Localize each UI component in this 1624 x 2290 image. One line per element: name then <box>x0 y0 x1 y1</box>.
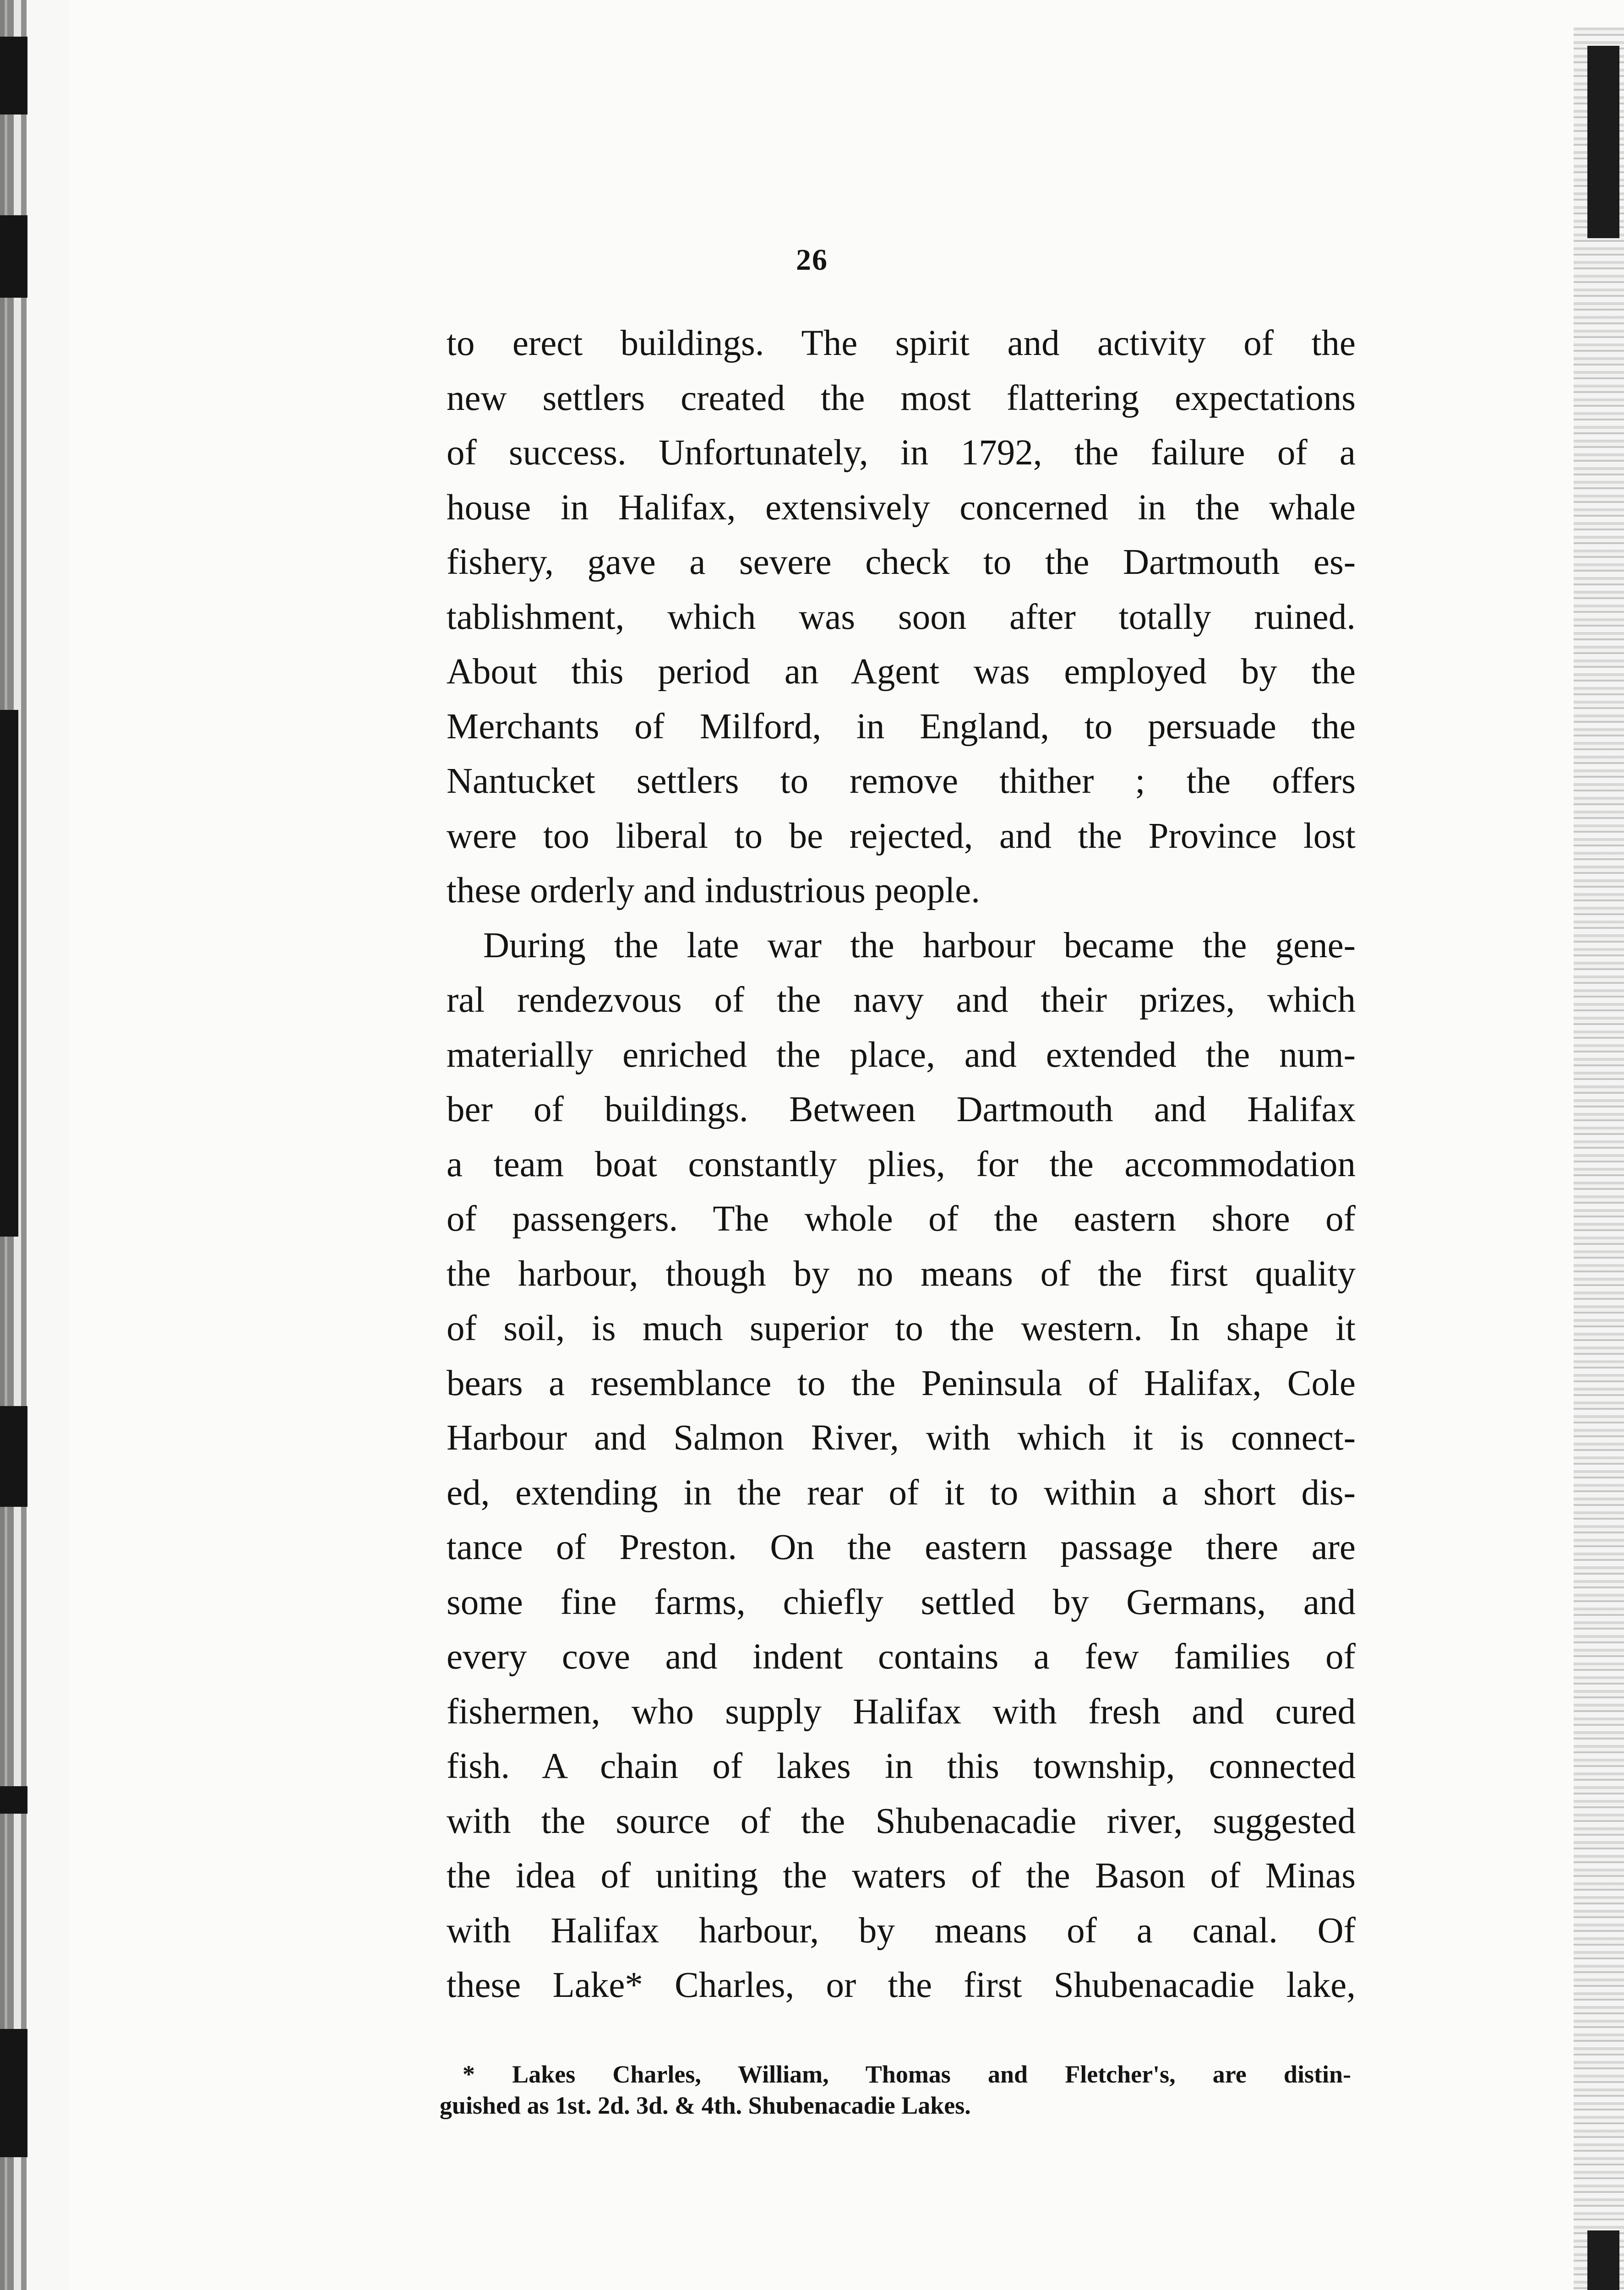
text-line: the harbour, though by no means of the first quality <box>447 1254 1356 1294</box>
text-line: About this period an Agent was employed by the <box>447 652 1356 692</box>
footnote <box>440 2059 1351 2121</box>
text-line: with Halifax harbour, by means of a canal. Of <box>447 1910 1356 1951</box>
left-edge-mark <box>0 710 18 1237</box>
text-line: these orderly and industrious people. <box>447 871 980 911</box>
text-line: these Lake* Charles, or the first Shubenacadie lake, <box>447 1965 1356 2005</box>
page-number: 26 <box>796 243 828 277</box>
text-line: some fine farms, chiefly settled by Germans, and <box>447 1582 1356 1622</box>
left-edge-mark <box>0 1406 27 1507</box>
text-line: ber of buildings. Between Dartmouth and Halifax <box>447 1090 1356 1129</box>
text-line: During the late war the harbour became the gene- <box>483 925 1356 965</box>
text-line: materially enriched the place, and extended the num- <box>447 1035 1356 1075</box>
text-line: every cove and indent contains a few families of <box>447 1637 1356 1677</box>
left-edge-mark <box>0 37 27 114</box>
body-text <box>447 316 1356 2013</box>
footnote-line: * Lakes Charles, William, Thomas and Fletcher's, are distin- <box>463 2061 1351 2088</box>
text-line: new settlers created the most flattering expectations <box>447 378 1356 418</box>
right-edge-mark <box>1587 46 1619 238</box>
text-line: house in Halifax, extensively concerned in the whale <box>447 487 1356 528</box>
text-line: with the source of the Shubenacadie river, suggested <box>447 1801 1356 1841</box>
text-line: of success. Unfortunately, in 1792, the failure of a <box>447 433 1356 473</box>
text-line: fish. A chain of lakes in this township, connected <box>447 1746 1356 1786</box>
text-line: of soil, is much superior to the western. In shape it <box>447 1309 1356 1348</box>
left-edge-mark <box>0 1786 27 1814</box>
right-edge-mark <box>1587 2230 1619 2290</box>
text-line: ed, extending in the rear of it to within a short dis- <box>447 1472 1356 1513</box>
text-line: Merchants of Milford, in England, to persuade the <box>447 706 1356 747</box>
right-scan-edge <box>1574 27 1624 2290</box>
text-line: of passengers. The whole of the eastern shore of <box>447 1199 1356 1239</box>
text-line: Harbour and Salmon River, with which it is connect- <box>447 1418 1356 1458</box>
text-line: the idea of uniting the waters of the Bason of Minas <box>447 1856 1356 1896</box>
text-line: were too liberal to be rejected, and the Province lost <box>447 816 1356 856</box>
text-line: a team boat constantly plies, for the accommodation <box>447 1144 1356 1184</box>
footnote-line: guished as 1st. 2d. 3d. & 4th. Shubenacadie Lakes. <box>440 2092 971 2119</box>
left-edge-mark <box>0 2029 27 2157</box>
text-line: fishery, gave a severe check to the Dartmouth es- <box>447 542 1356 582</box>
text-line: fishermen, who supply Halifax with fresh and cured <box>447 1691 1356 1732</box>
text-line: tablishment, which was soon after totally ruined. <box>447 597 1356 637</box>
text-line: Nantucket settlers to remove thither ; the offers <box>447 761 1356 801</box>
text-line: ral rendezvous of the navy and their prizes, which <box>447 980 1356 1020</box>
text-line: bears a resemblance to the Peninsula of Halifax, Cole <box>447 1363 1356 1403</box>
text-line: tance of Preston. On the eastern passage there are <box>447 1527 1356 1567</box>
text-line: to erect buildings. The spirit and activity of the <box>447 323 1356 363</box>
